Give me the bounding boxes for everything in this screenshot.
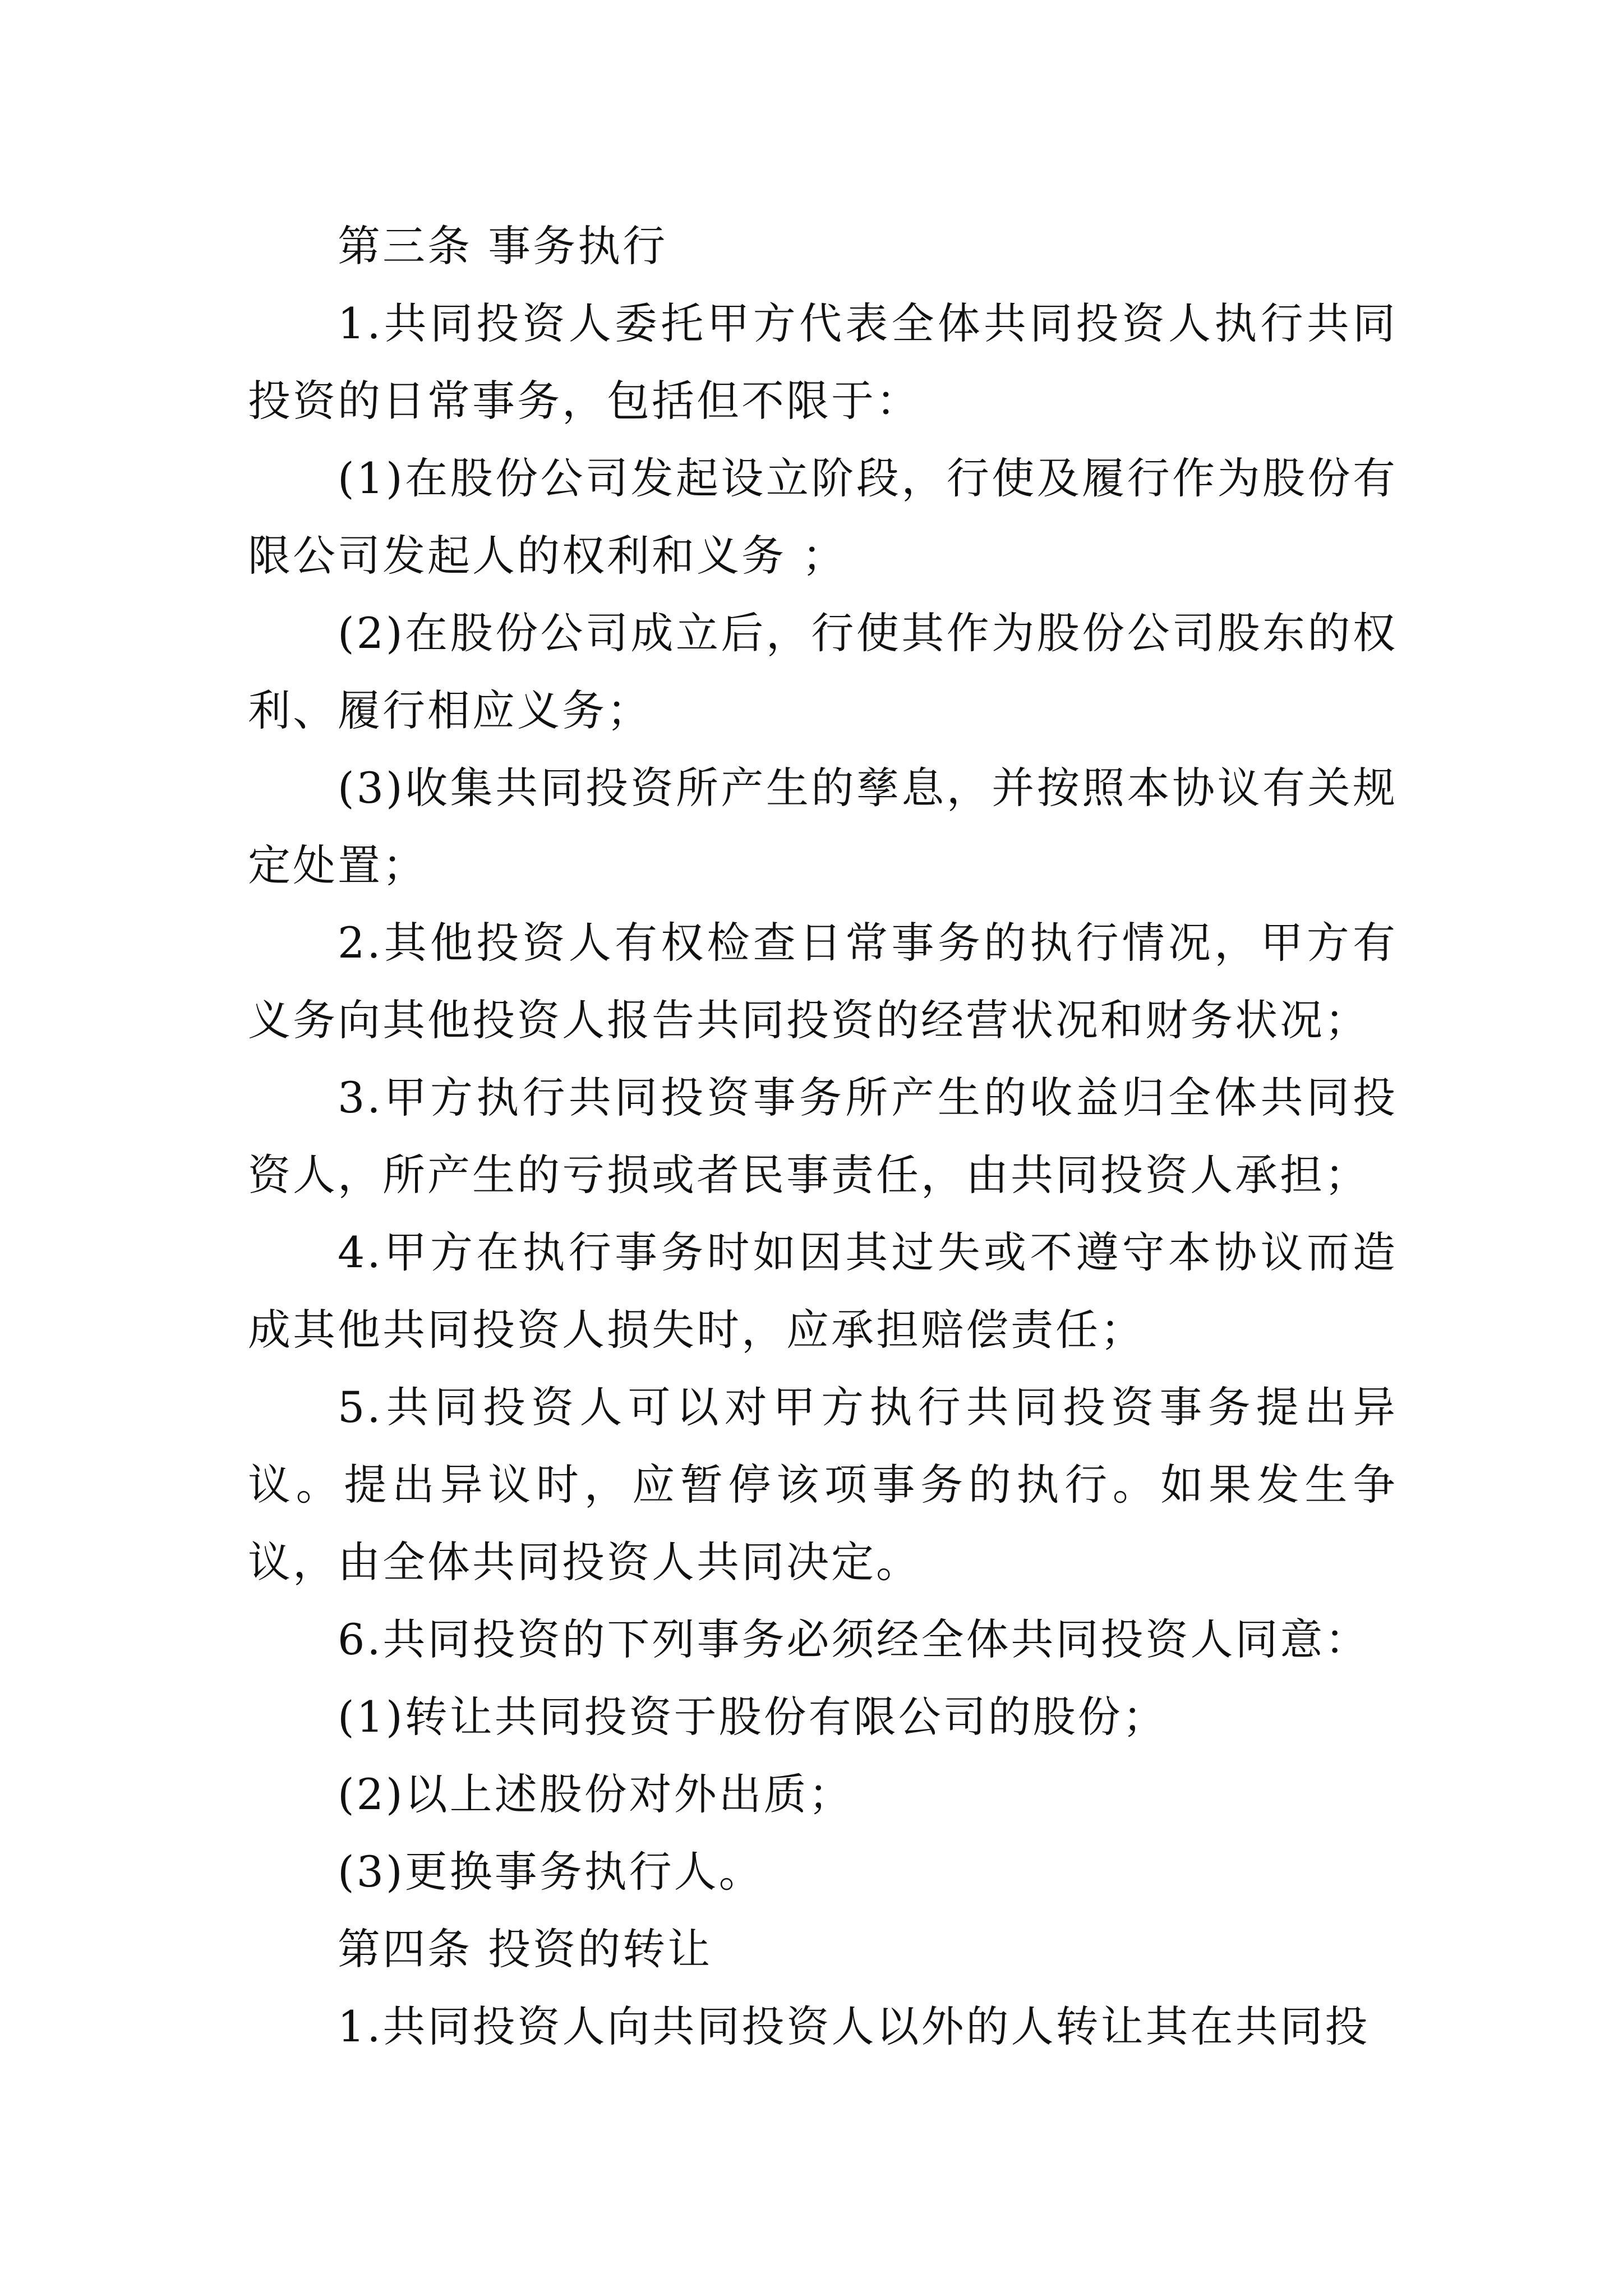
document-body xyxy=(248,208,1398,2065)
paragraph: 3.甲方执行共同投资事务所产生的收益归全体共同投资人，所产生的亏损或者民事责任，由共同投资人承担； xyxy=(248,1073,1398,1200)
paragraph: 6.共同投资的下列事务必须经全体共同投资人同意： xyxy=(338,1614,1370,1664)
paragraph: 4.甲方在执行事务时如因其过失或不遵守本协议而造成其他共同投资人损失时，应承担赔偿责任； xyxy=(248,1227,1398,1355)
paragraph: (2)在股份公司成立后，行使其作为股份公司股东的权利、履行相应义务； xyxy=(248,608,1398,735)
section-heading-article-3: 第三条 事务执行 xyxy=(338,221,668,271)
paragraph: (3)收集共同投资所产生的孳息，并按照本协议有关规定处置； xyxy=(248,763,1398,890)
paragraph: (3)更换事务执行人。 xyxy=(338,1847,764,1897)
paragraph: 2.其他投资人有权检查日常事务的执行情况，甲方有义务向其他投资人报告共同投资的经营状况和财务状况； xyxy=(248,918,1398,1045)
paragraph: 1.共同投资人向共同投资人以外的人转让其在共同投 xyxy=(338,2001,1370,2051)
paragraph: (1)在股份公司发起设立阶段，行使及履行作为股份有限公司发起人的权利和义务 ； xyxy=(248,453,1398,581)
paragraph: 5.共同投资人可以对甲方执行共同投资事务提出异议。提出异议时，应暂停该项事务的执行。如果发生争议，由全体共同投资人共同决定。 xyxy=(248,1382,1398,1587)
paragraph: (2)以上述股份对外出质； xyxy=(338,1769,854,1819)
section-heading-article-4: 第四条 投资的转让 xyxy=(338,1924,713,1974)
paragraph: 1.共同投资人委托甲方代表全体共同投资人执行共同投资的日常事务，包括但不限于： xyxy=(248,298,1398,426)
paragraph: (1)转让共同投资于股份有限公司的股份； xyxy=(338,1692,1168,1742)
